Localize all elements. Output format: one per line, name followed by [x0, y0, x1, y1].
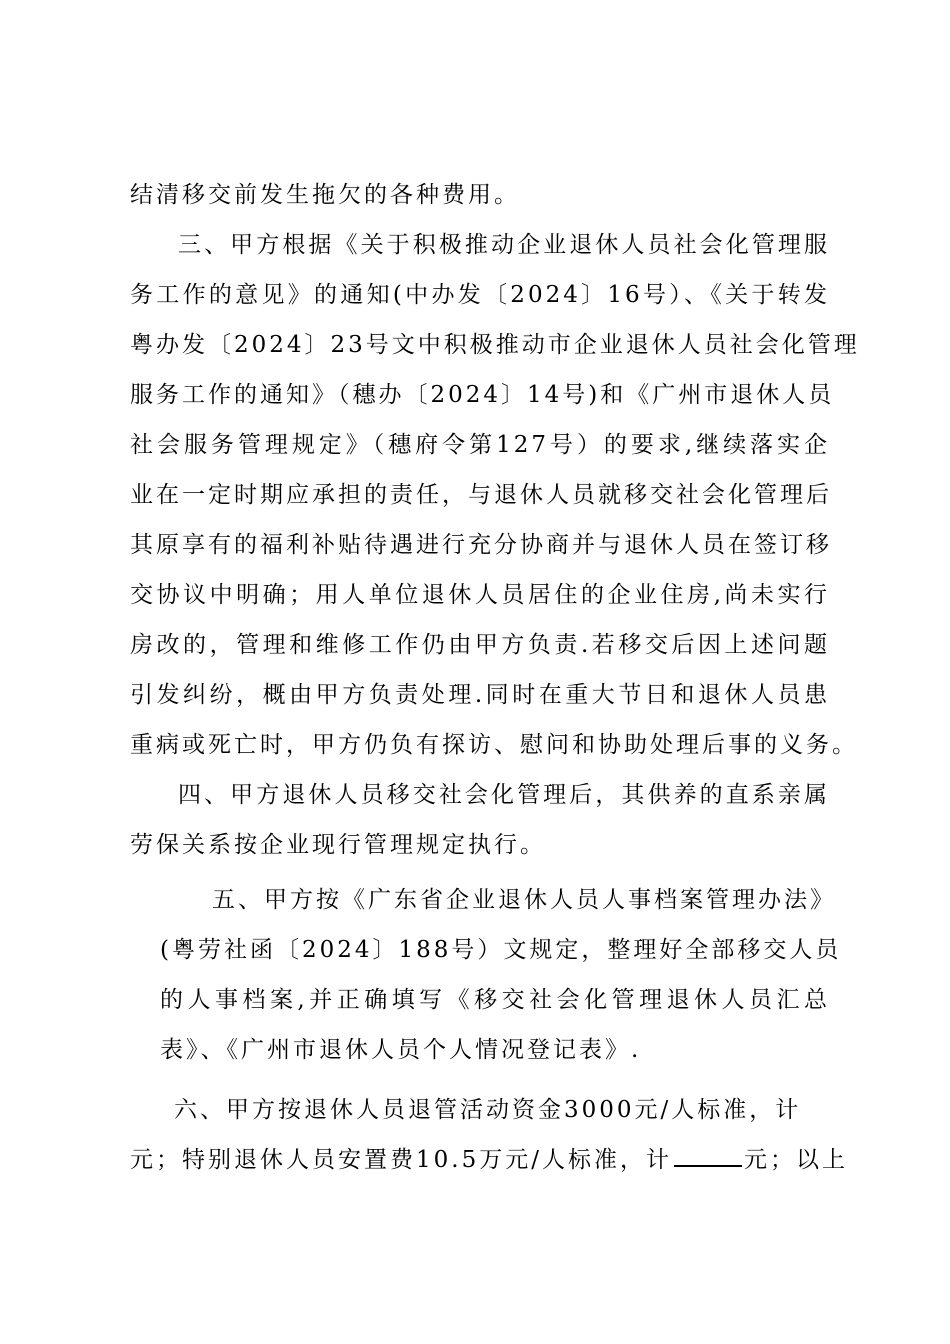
paragraph-line-with-blank: [130, 1140, 848, 1180]
paragraph-line: 三、甲方根据《关于积极推动企业退休人员社会化管理服: [178, 232, 830, 258]
paragraph-line: 结清移交前发生拖欠的各种费用。: [130, 182, 520, 208]
fill-in-blank[interactable]: [674, 1143, 742, 1167]
paragraph-line: 务工作的意见》的通知(中办发〔2024〕16号）、《关于转发: [130, 282, 830, 308]
paragraph-line: 粤办发〔2024〕23号文中积极推动市企业退休人员社会化管理: [130, 332, 860, 358]
paragraph-line: 社会服务管理规定》（穗府令第127号）的要求,继续落实企: [130, 432, 830, 458]
paragraph-line: 的人事档案,并正确填写《移交社会化管理退休人员汇总: [160, 987, 830, 1013]
paragraph-line: 重病或死亡时，甲方仍负有探访、慰问和协助处理后事的义务。: [130, 732, 858, 758]
line-text-before-blank: 元；特别退休人员安置费10.5万元/人标准，计: [130, 1147, 672, 1173]
paragraph-line: 四、甲方退休人员移交社会化管理后，其供养的直系亲属: [178, 782, 830, 808]
line-text-after-blank: 元；以上: [743, 1147, 848, 1173]
paragraph-line: 六、甲方按退休人员退管活动资金3000元/人标准，计: [174, 1097, 802, 1123]
paragraph-line: 表》、《广州市退休人员个人情况登记表》.: [160, 1037, 642, 1063]
paragraph-line: (粤劳社函〔2024〕188号）文规定，整理好全部移交人员: [160, 937, 842, 963]
paragraph-line: 五、甲方按《广东省企业退休人员人事档案管理办法》: [212, 887, 836, 913]
paragraph-line: 引发纠纷，概由甲方负责处理.同时在重大节日和退休人员患: [130, 682, 830, 708]
paragraph-line: 服务工作的通知》（穗办〔2024〕14号)和《广州市退休人员: [130, 382, 835, 408]
paragraph-line: 劳保关系按企业现行管理规定执行。: [130, 832, 546, 858]
paragraph-line: 业在一定时期应承担的责任，与退休人员就移交社会化管理后: [130, 482, 832, 508]
paragraph-line: 交协议中明确；用人单位退休人员居住的企业住房,尚未实行: [130, 582, 830, 608]
paragraph-line: 其原享有的福利补贴待遇进行充分协商并与退休人员在签订移: [130, 532, 832, 558]
paragraph-line: 房改的，管理和维修工作仍由甲方负责.若移交后因上述问题: [130, 632, 830, 658]
